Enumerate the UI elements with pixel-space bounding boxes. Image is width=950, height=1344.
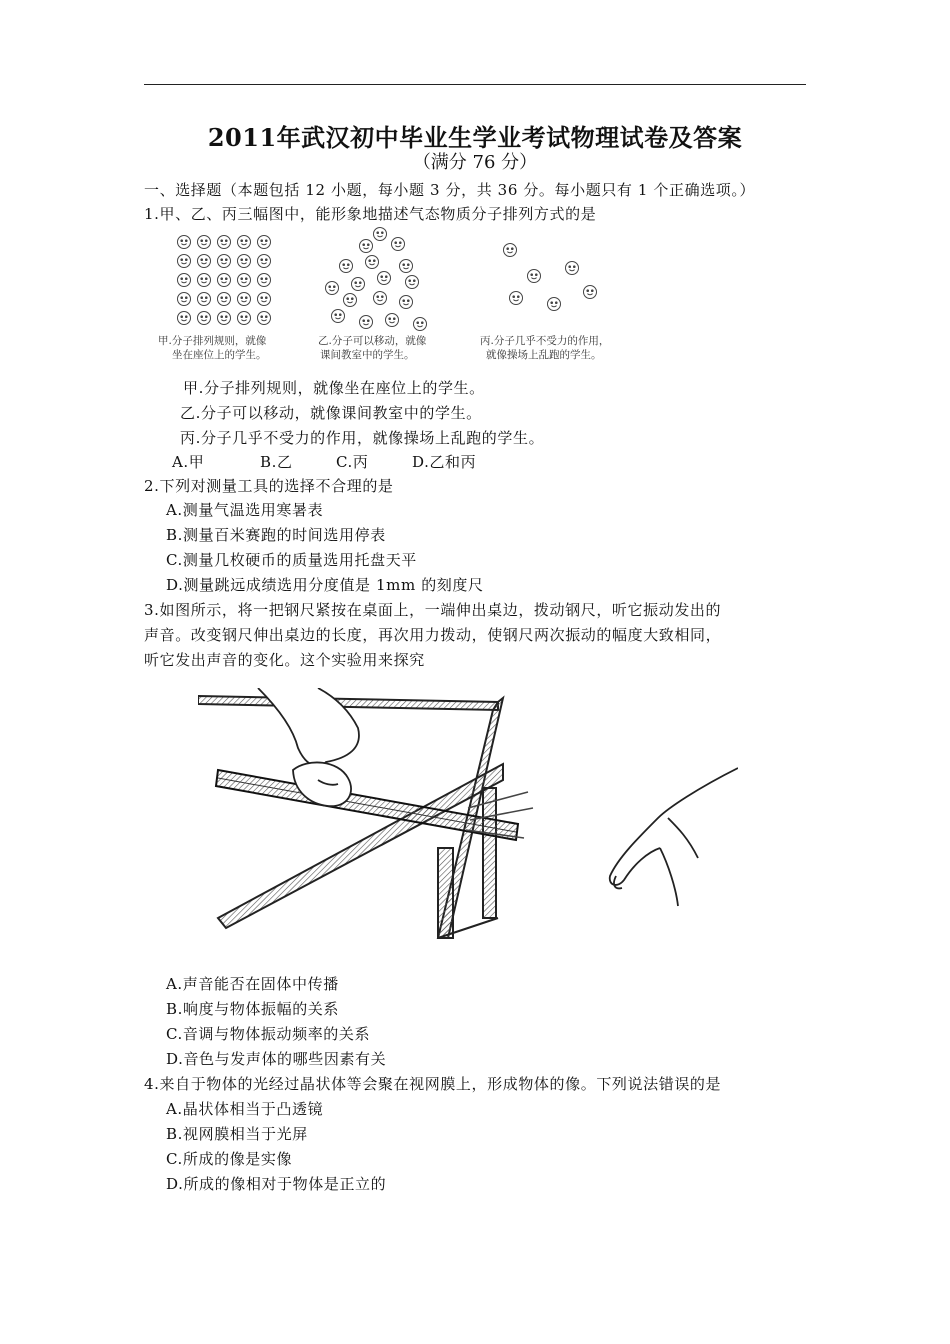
q4-option-a: A.晶状体相当于凸透镜 [166, 1100, 324, 1118]
molecule [374, 228, 387, 241]
molecule [332, 310, 345, 323]
molecule [360, 240, 373, 253]
molecule [238, 293, 251, 306]
molecule [504, 244, 517, 257]
q4-option-d: D.所成的像相对于物体是正立的 [166, 1175, 387, 1193]
molecule [406, 276, 419, 289]
molecule [198, 274, 211, 287]
molecule [238, 312, 251, 325]
q4-option-b: B.视网膜相当于光屏 [166, 1125, 308, 1143]
ruler-on-table-figure [198, 688, 738, 950]
molecule-arrangement-figure [150, 226, 640, 372]
molecules-solid-grid [178, 236, 271, 325]
molecule [258, 312, 271, 325]
molecule [238, 236, 251, 249]
molecule [178, 236, 191, 249]
q1-desc-yi: 乙.分子可以移动，就像课间教室中的学生。 [180, 404, 482, 422]
q3-stem-line2: 声音。改变钢尺伸出桌边的长度，再次用力拨动，使钢尺两次振动的幅度大致相同， [144, 626, 722, 644]
fig-caption-jia-2: 坐在座位上的学生。 [172, 349, 267, 361]
molecule [378, 272, 391, 285]
plucking-hand [610, 768, 738, 906]
q1-option-d: D.乙和丙 [412, 453, 477, 471]
q1-option-c: C.丙 [336, 453, 369, 471]
molecule [238, 255, 251, 268]
q4-stem: 4.来自于物体的光经过晶状体等会聚在视网膜上，形成物体的像。下列说法错误的是 [144, 1075, 722, 1093]
molecule [548, 298, 561, 311]
section-header: 一、选择题（本题包括 12 小题，每小题 3 分，共 36 分。每小题只有 1 个正确选项。） [144, 181, 756, 199]
molecule [584, 286, 597, 299]
molecule [178, 255, 191, 268]
molecule [566, 262, 579, 275]
molecule [414, 318, 427, 331]
molecule [386, 314, 399, 327]
molecule [218, 255, 231, 268]
fig-caption-bing-2: 就像操场上乱跑的学生。 [486, 349, 602, 361]
molecule [366, 256, 379, 269]
fig-caption-bing-1: 丙.分子几乎不受力的作用， [480, 335, 610, 347]
q2-option-b: B.测量百米赛跑的时间选用停表 [166, 526, 386, 544]
molecule [178, 312, 191, 325]
molecule [218, 312, 231, 325]
molecules-gas-scattered [504, 244, 597, 311]
q1-desc-jia: 甲.分子排列规则，就像坐在座位上的学生。 [183, 379, 485, 397]
q3-stem-line3: 听它发出声音的变化。这个实验用来探究 [144, 651, 425, 669]
molecule [258, 293, 271, 306]
molecule [352, 278, 365, 291]
molecule [258, 236, 271, 249]
molecule [400, 296, 413, 309]
fig-caption-yi-1: 乙.分子可以移动，就像 [318, 335, 427, 347]
molecule [360, 316, 373, 329]
molecule [198, 293, 211, 306]
q3-option-a: A.声音能否在固体中传播 [166, 975, 339, 993]
q3-option-d: D.音色与发声体的哪些因素有关 [166, 1050, 387, 1068]
q2-option-c: C.测量几枚硬币的质量选用托盘天平 [166, 551, 417, 569]
q2-stem: 2.下列对测量工具的选择不合理的是 [144, 477, 394, 495]
top-rule [144, 84, 806, 85]
molecule [344, 294, 357, 307]
molecule [392, 238, 405, 251]
molecule [178, 274, 191, 287]
molecule [326, 282, 339, 295]
molecule [400, 260, 413, 273]
molecule [258, 274, 271, 287]
molecule [218, 293, 231, 306]
molecule [218, 236, 231, 249]
q3-option-b: B.响度与物体振幅的关系 [166, 1000, 339, 1018]
q1-option-b: B.乙 [260, 453, 293, 471]
molecule [178, 293, 191, 306]
molecule [198, 236, 211, 249]
molecule [198, 312, 211, 325]
molecule [238, 274, 251, 287]
molecules-liquid-cluster [326, 228, 427, 331]
molecule [528, 270, 541, 283]
fig-caption-jia-1: 甲.分子排列规则，就像 [158, 335, 267, 347]
q2-option-d: D.测量跳远成绩选用分度值是 1mm 的刻度尺 [166, 576, 484, 594]
molecule [340, 260, 353, 273]
page-title: 2011年武汉初中毕业生学业考试物理试卷及答案 [207, 123, 743, 152]
q1-stem: 1.甲、乙、丙三幅图中，能形象地描述气态物质分子排列方式的是 [144, 205, 597, 223]
q4-option-c: C.所成的像是实像 [166, 1150, 293, 1168]
molecule [218, 274, 231, 287]
molecule [258, 255, 271, 268]
page-subtitle: （满分 76 分） [412, 152, 538, 173]
molecule [510, 292, 523, 305]
q3-stem-line1: 3.如图所示，将一把钢尺紧按在桌面上，一端伸出桌边，拨动钢尺，听它振动发出的 [144, 601, 722, 619]
q1-option-a: A.甲 [172, 453, 205, 471]
q3-option-c: C.音调与物体振动频率的关系 [166, 1025, 371, 1043]
q1-desc-bing: 丙.分子几乎不受力的作用，就像操场上乱跑的学生。 [180, 429, 545, 447]
molecule [198, 255, 211, 268]
molecule [374, 292, 387, 305]
q2-option-a: A.测量气温选用寒暑表 [166, 501, 324, 519]
fig-caption-yi-2: 课间教室中的学生。 [320, 349, 415, 361]
